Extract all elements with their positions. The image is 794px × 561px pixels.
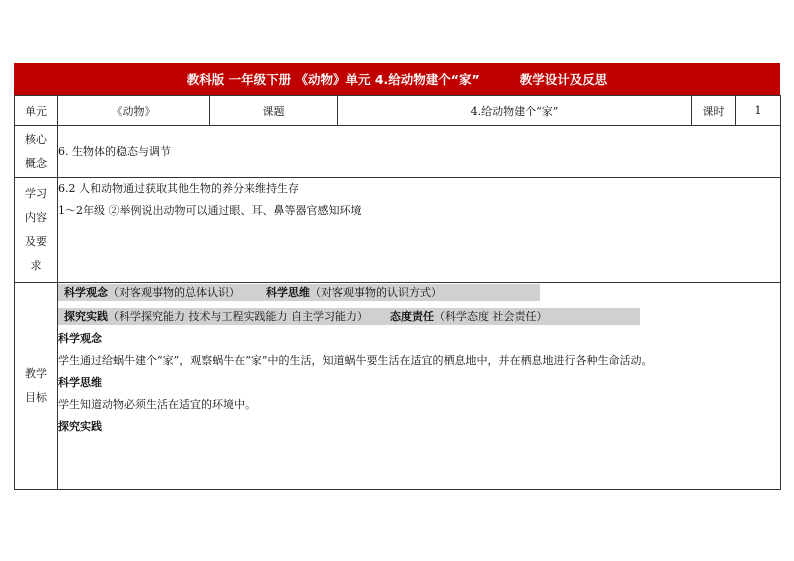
section-title-thinking: 科学思维 [58,376,102,389]
teaching-goals-content [58,283,781,490]
unit-value: 《动物》 [58,96,210,126]
document-subtitle: 教学设计及反思 [519,72,608,87]
row-teaching-goals [15,283,781,490]
highlight-concept-thinking: 科学观念（对客观事物的总体认识） 科学思维（对客观事物的认识方式） [58,284,540,301]
highlight-practice-attitude: 探究实践（科学探究能力 技术与工程实践能力 自主学习能力） 态度责任（科学态度 社会责任） [58,308,640,325]
core-concept-label: 核心 概念 [15,126,58,178]
section-title-concept: 科学观念 [58,332,102,345]
learning-content-text: 6.2 人和动物通过获取其他生物的养分来维持生存 1～2年级 ②举例说出动物可以通过眼、耳、鼻等器官感知环境 [58,178,781,283]
document-title-bar [14,63,780,95]
lesson-plan-table [14,95,781,490]
section-text-concept: 学生通过给蜗牛建个“家”，观察蜗牛在“家”中的生活，知道蜗牛要生活在适宜的栖息地中，并在栖息地进行各种生命活动。 [58,354,653,367]
topic-label: 课题 [210,96,338,126]
section-text-thinking: 学生知道动物必须生活在适宜的环境中。 [58,398,256,411]
row-unit [15,96,781,126]
teaching-goals-label: 教学 目标 [15,283,58,490]
section-title-practice: 探究实践 [58,420,102,433]
topic-value: 4.给动物建个“家” [338,96,692,126]
learning-content-label: 学习 内容 及要 求 [15,178,58,283]
row-learning-content [15,178,781,283]
period-label: 课时 [692,96,736,126]
row-core-concept [15,126,781,178]
core-concept-content: 6. 生物体的稳态与调节 [58,126,781,178]
document-title: 教科版 一年级下册 《动物》单元 4.给动物建个“家” [186,72,480,87]
period-value: 1 [736,96,781,126]
unit-label: 单元 [15,96,58,126]
